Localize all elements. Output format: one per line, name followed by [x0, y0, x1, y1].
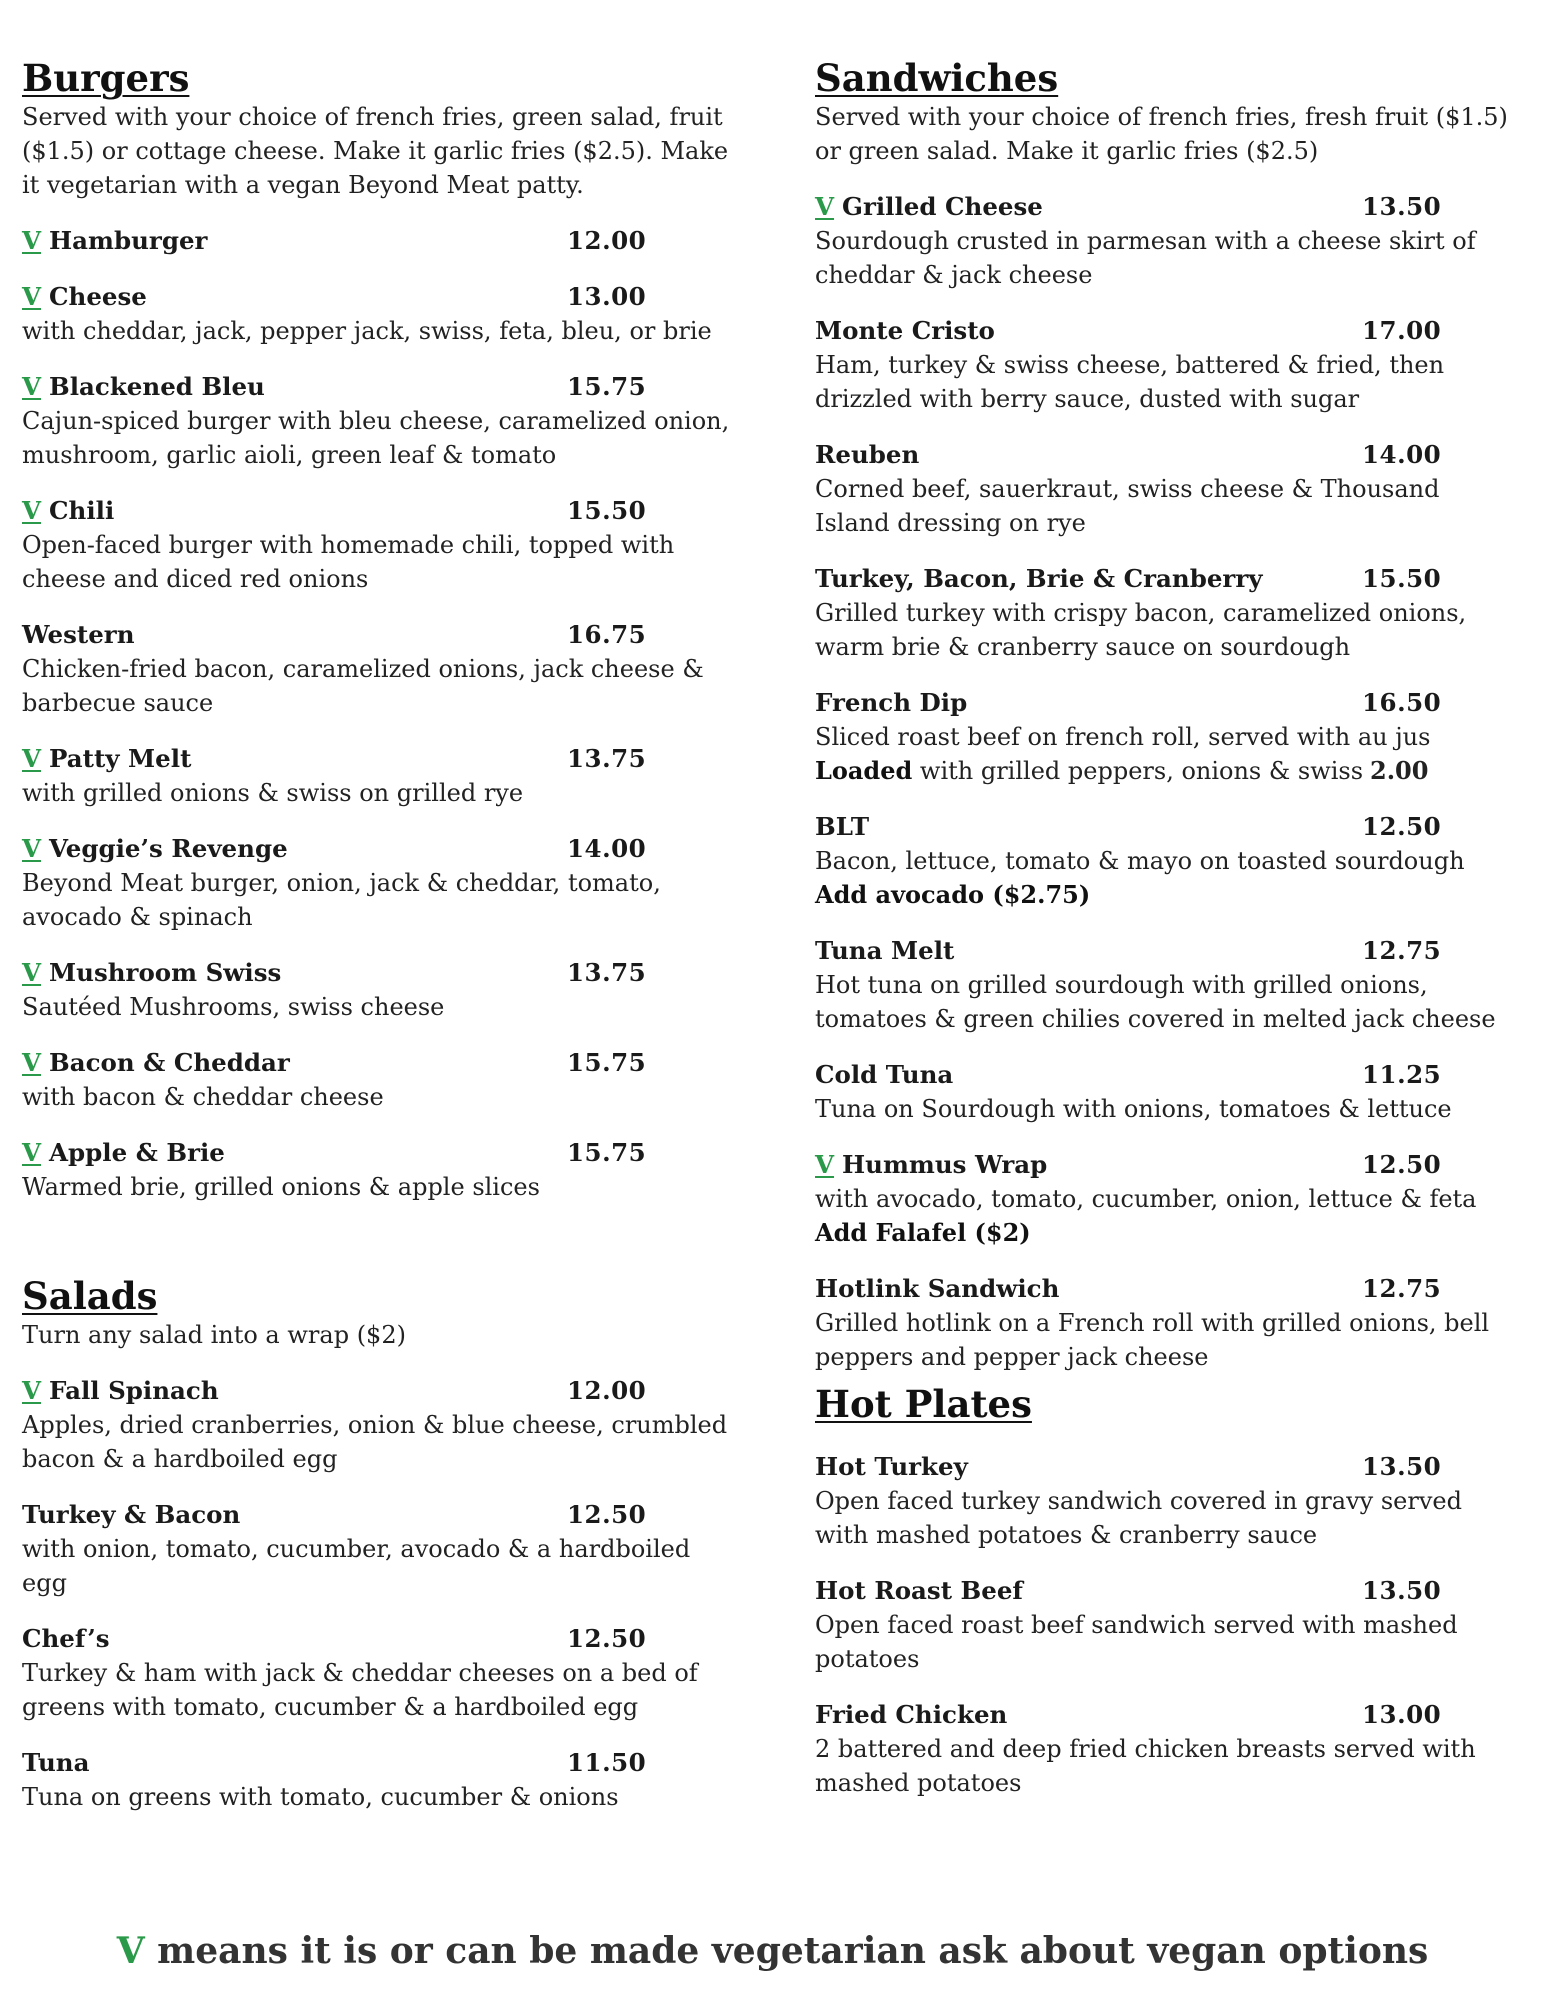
- menu-item-name: Veggie’s Revenge: [49, 834, 288, 863]
- menu-item-price: 11.50: [567, 1748, 647, 1777]
- menu-item-hot-roast-beef: [815, 1574, 1520, 1676]
- menu-item-price: 13.50: [1362, 1576, 1442, 1605]
- menu-item-price: 12.50: [567, 1500, 647, 1529]
- menu-item-tuna: [22, 1746, 742, 1814]
- menu-item-name: Turkey & Bacon: [22, 1500, 241, 1529]
- menu-item-price: 15.75: [567, 372, 647, 401]
- menu-item-header: [22, 1136, 742, 1170]
- menu-item-header: [815, 1450, 1520, 1484]
- menu-item-header: [815, 314, 1520, 348]
- menu-item-price: 15.50: [567, 496, 647, 525]
- menu-item-monte-cristo: [815, 314, 1520, 416]
- menu-item-fall-spinach: [22, 1374, 742, 1476]
- menu-item-name: Hot Turkey: [815, 1452, 968, 1481]
- menu-item-description: Open-faced burger with homemade chili, topped with cheese and diced red onions: [22, 531, 675, 593]
- menu-item-description: Sliced roast beef on french roll, served with au jus: [815, 723, 1431, 751]
- menu-item-addon: [815, 754, 1520, 788]
- menu-item-name: Tuna: [22, 1748, 90, 1777]
- menu-item-name: Cold Tuna: [815, 1060, 954, 1089]
- menu-item-price: 12.00: [567, 1376, 647, 1405]
- menu-item-mushroom-swiss: [22, 956, 742, 1024]
- menu-item-name: Fall Spinach: [49, 1376, 219, 1405]
- addon-label: Add Falafel ($2): [815, 1218, 1031, 1247]
- menu-item-header: [815, 1574, 1520, 1608]
- vegetarian-mark: V: [22, 282, 42, 311]
- menu-item-header: [815, 810, 1520, 844]
- menu-section-salads: [22, 1274, 742, 1814]
- menu-item-name: Patty Melt: [49, 744, 192, 773]
- menu-item-name: Hummus Wrap: [842, 1150, 1048, 1179]
- menu-item-name: Tuna Melt: [815, 936, 955, 965]
- vegetarian-mark: V: [22, 496, 42, 525]
- menu-item-header: [815, 190, 1520, 224]
- left-column: [22, 56, 742, 1814]
- menu-item-name: Fried Chicken: [815, 1700, 1008, 1729]
- menu-item-header: [815, 438, 1520, 472]
- menu-item-description: Ham, turkey & swiss cheese, battered & fried, then drizzled with berry sauce, dusted with sugar: [815, 351, 1445, 413]
- menu-item-header: [22, 1046, 742, 1080]
- vegetarian-legend-mark: V: [116, 1930, 145, 1972]
- menu-item-header: [815, 1148, 1520, 1182]
- menu-item-french-dip: [815, 686, 1520, 788]
- menu-item-header: [22, 1374, 742, 1408]
- right-column: [815, 56, 1520, 1800]
- section-title: Sandwiches: [815, 56, 1059, 100]
- menu-item-header: [815, 686, 1520, 720]
- vegetarian-mark: V: [815, 1150, 835, 1179]
- menu-item-description: Corned beef, sauerkraut, swiss cheese & Thousand Island dressing on rye: [815, 475, 1440, 537]
- menu-item-western: [22, 618, 742, 720]
- menu-item-header: [22, 494, 742, 528]
- menu-item-price: 15.75: [567, 1138, 647, 1167]
- menu-item-name: Chef’s: [22, 1624, 110, 1653]
- menu-item-description: 2 battered and deep fried chicken breasts served with mashed potatoes: [815, 1735, 1476, 1797]
- menu-item-name: Hot Roast Beef: [815, 1576, 1023, 1605]
- menu-item-price: 12.50: [1362, 1150, 1442, 1179]
- menu-item-price: 15.75: [567, 1048, 647, 1077]
- menu-item-price: 13.75: [567, 744, 647, 773]
- vegetarian-mark: V: [22, 744, 42, 773]
- menu-item-chili: [22, 494, 742, 596]
- menu-item-name: French Dip: [815, 688, 968, 717]
- vegetarian-legend: [0, 1930, 1545, 1972]
- menu-item-price: 12.50: [567, 1624, 647, 1653]
- menu-item-description: with cheddar, jack, pepper jack, swiss, feta, bleu, or brie: [22, 317, 712, 345]
- menu-section-hot-plates: [815, 1382, 1520, 1800]
- menu-item-addon: [815, 1216, 1520, 1250]
- menu-item-description: Tuna on Sourdough with onions, tomatoes & lettuce: [815, 1095, 1452, 1123]
- menu-item-description: Cajun-spiced burger with bleu cheese, caramelized onion, mushroom, garlic aioli, green leaf & tomato: [22, 407, 730, 469]
- menu-item-name: BLT: [815, 812, 870, 841]
- menu-item-blt: [815, 810, 1520, 912]
- menu-item-chef-s: [22, 1622, 742, 1724]
- menu-item-hotlink-sandwich: [815, 1272, 1520, 1374]
- menu-item-description: Tuna on greens with tomato, cucumber & onions: [22, 1783, 619, 1811]
- menu-item-description: Turkey & ham with jack & cheddar cheeses on a bed of greens with tomato, cucumber & a hardboiled egg: [22, 1659, 698, 1721]
- menu-item-header: [22, 280, 742, 314]
- menu-item-price: 13.50: [1362, 1452, 1442, 1481]
- menu-item-description: Open faced roast beef sandwich served with mashed potatoes: [815, 1611, 1458, 1673]
- vegetarian-mark: V: [22, 834, 42, 863]
- menu-item-hamburger: [22, 224, 742, 258]
- menu-item-header: [22, 1498, 742, 1532]
- vegetarian-mark: V: [22, 372, 42, 401]
- menu-item-hot-turkey: [815, 1450, 1520, 1552]
- menu-item-tuna-melt: [815, 934, 1520, 1036]
- menu-item-description: Grilled turkey with crispy bacon, caramelized onions, warm brie & cranberry sauce on sourdough: [815, 599, 1467, 661]
- menu-item-cheese: [22, 280, 742, 348]
- menu-item-price: 11.25: [1362, 1060, 1442, 1089]
- section-note: Served with your choice of french fries, fresh fruit ($1.5) or green salad. Make it garlic fries ($2.5): [815, 103, 1508, 165]
- menu-item-header: [22, 956, 742, 990]
- menu-item-header: [22, 618, 742, 652]
- menu-item-header: [22, 370, 742, 404]
- vegetarian-mark: V: [22, 226, 42, 255]
- menu-item-reuben: [815, 438, 1520, 540]
- menu-section-burgers: [22, 56, 742, 1204]
- menu-item-price: 16.50: [1362, 688, 1442, 717]
- menu-item-header: [815, 1272, 1520, 1306]
- menu-item-header: [815, 1698, 1520, 1732]
- menu-item-name: Turkey, Bacon, Brie & Cranberry: [815, 564, 1263, 593]
- addon-label: Loaded: [815, 756, 913, 785]
- addon-text: with grilled peppers, onions & swiss: [912, 757, 1364, 785]
- menu-item-name: Reuben: [815, 440, 920, 469]
- vegetarian-mark: V: [22, 1048, 42, 1077]
- menu-item-grilled-cheese: [815, 190, 1520, 292]
- menu-item-description: Grilled hotlink on a French roll with grilled onions, bell peppers and pepper jack cheese: [815, 1309, 1490, 1371]
- vegetarian-mark: V: [22, 1138, 42, 1167]
- menu-item-price: 13.50: [1362, 192, 1442, 221]
- menu-item-description: Bacon, lettuce, tomato & mayo on toasted sourdough: [815, 847, 1465, 875]
- menu-item-patty-melt: [22, 742, 742, 810]
- menu-item-name: Western: [22, 620, 135, 649]
- menu-item-price: 17.00: [1362, 316, 1442, 345]
- menu-item-name: Cheese: [49, 282, 147, 311]
- menu-item-description: with bacon & cheddar cheese: [22, 1083, 384, 1111]
- menu-item-name: Monte Cristo: [815, 316, 995, 345]
- menu-item-header: [815, 1058, 1520, 1092]
- addon-label: Add avocado ($2.75): [815, 880, 1091, 909]
- menu-item-header: [22, 224, 742, 258]
- menu-item-description: Apples, dried cranberries, onion & blue cheese, crumbled bacon & a hardboiled egg: [22, 1411, 728, 1473]
- vegetarian-mark: V: [22, 958, 42, 987]
- addon-price: 2.00: [1370, 756, 1429, 785]
- menu-item-price: 13.75: [567, 958, 647, 987]
- vegetarian-mark: V: [22, 1376, 42, 1405]
- menu-item-blackened-bleu: [22, 370, 742, 472]
- menu-item-header: [22, 832, 742, 866]
- menu-item-price: 15.50: [1362, 564, 1442, 593]
- menu-item-name: Grilled Cheese: [842, 192, 1043, 221]
- section-title: Hot Plates: [815, 1382, 1032, 1426]
- menu-item-turkey-bacon-brie-cranberry: [815, 562, 1520, 664]
- menu-item-header: [815, 562, 1520, 596]
- menu-item-price: 12.00: [567, 226, 647, 255]
- menu-item-header: [815, 934, 1520, 968]
- menu-item-addon: [815, 878, 1520, 912]
- menu-item-description: Beyond Meat burger, onion, jack & cheddar, tomato, avocado & spinach: [22, 869, 661, 931]
- menu-item-description: Sourdough crusted in parmesan with a cheese skirt of cheddar & jack cheese: [815, 227, 1476, 289]
- vegetarian-legend-text: means it is or can be made vegetarian ask about vegan options: [144, 1930, 1429, 1972]
- menu-item-header: [22, 1622, 742, 1656]
- menu-item-description: Warmed brie, grilled onions & apple slices: [22, 1173, 540, 1201]
- menu-item-description: Chicken-fried bacon, caramelized onions, jack cheese & barbecue sauce: [22, 655, 704, 717]
- menu-item-price: 12.75: [1362, 936, 1442, 965]
- menu-item-hummus-wrap: [815, 1148, 1520, 1250]
- menu-item-fried-chicken: [815, 1698, 1520, 1800]
- menu-item-header: [22, 1746, 742, 1780]
- menu-item-name: Hamburger: [49, 226, 208, 255]
- menu-item-description: Sautéed Mushrooms, swiss cheese: [22, 993, 445, 1021]
- menu-item-description: with grilled onions & swiss on grilled rye: [22, 779, 524, 807]
- menu-item-description: with onion, tomato, cucumber, avocado & a hardboiled egg: [22, 1535, 691, 1597]
- menu-item-veggie-s-revenge: [22, 832, 742, 934]
- menu-item-price: 13.00: [567, 282, 647, 311]
- menu-item-turkey-bacon: [22, 1498, 742, 1600]
- menu-item-name: Bacon & Cheddar: [49, 1048, 290, 1077]
- menu-item-price: 16.75: [567, 620, 647, 649]
- menu-item-price: 14.00: [1362, 440, 1442, 469]
- menu-item-name: Chili: [49, 496, 115, 525]
- section-title: Salads: [22, 1274, 158, 1318]
- menu-item-name: Hotlink Sandwich: [815, 1274, 1060, 1303]
- menu-item-header: [22, 742, 742, 776]
- menu-item-description: with avocado, tomato, cucumber, onion, lettuce & feta: [815, 1185, 1477, 1213]
- section-title: Burgers: [22, 56, 190, 100]
- section-note: Turn any salad into a wrap ($2): [22, 1321, 406, 1349]
- menu-item-description: Open faced turkey sandwich covered in gravy served with mashed potatoes & cranberry sauce: [815, 1487, 1462, 1549]
- menu-item-description: Hot tuna on grilled sourdough with grilled onions, tomatoes & green chilies covered in melted jack cheese: [815, 971, 1496, 1033]
- menu-item-name: Apple & Brie: [49, 1138, 225, 1167]
- menu-item-bacon-cheddar: [22, 1046, 742, 1114]
- menu-item-name: Mushroom Swiss: [49, 958, 282, 987]
- menu-item-cold-tuna: [815, 1058, 1520, 1126]
- menu-item-apple-brie: [22, 1136, 742, 1204]
- menu-section-sandwiches: [815, 56, 1520, 1374]
- section-note: Served with your choice of french fries, green salad, fruit ($1.5) or cottage cheese. Make it garlic fries ($2.5). Make it vegetarian with a vegan Beyond Meat patty.: [22, 103, 729, 199]
- menu-item-name: Blackened Bleu: [49, 372, 265, 401]
- menu-item-price: 12.50: [1362, 812, 1442, 841]
- menu-item-price: 14.00: [567, 834, 647, 863]
- vegetarian-mark: V: [815, 192, 835, 221]
- menu-item-price: 12.75: [1362, 1274, 1442, 1303]
- menu-item-price: 13.00: [1362, 1700, 1442, 1729]
